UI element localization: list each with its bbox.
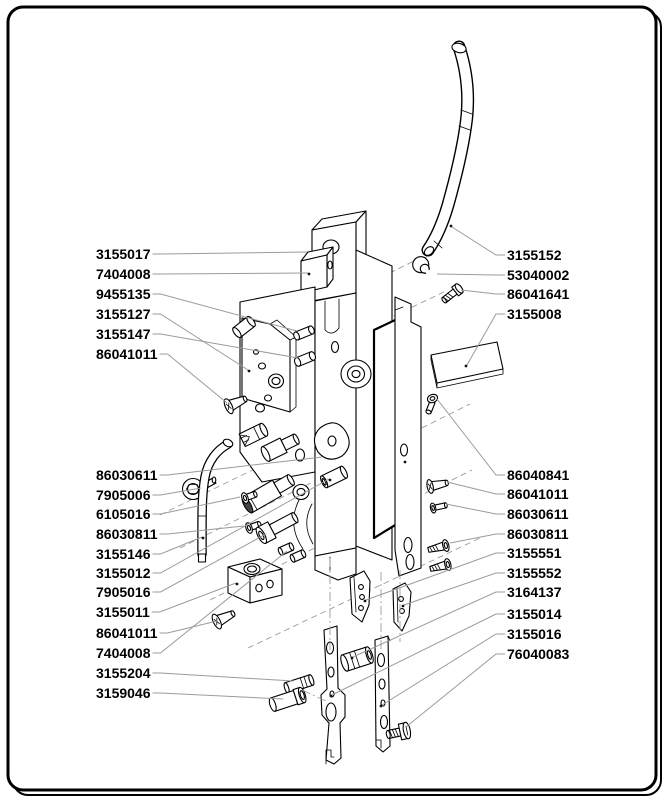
part-label-86041641: 86041641 bbox=[507, 286, 570, 302]
part-label-3159046: 3159046 bbox=[96, 685, 151, 701]
leader-dot bbox=[329, 479, 332, 482]
reference-dot bbox=[404, 461, 407, 464]
right-bracket-part bbox=[395, 297, 421, 576]
part-label-3155152: 3155152 bbox=[507, 247, 562, 263]
part-label-3155011: 3155011 bbox=[96, 604, 150, 620]
part-label-3155016: 3155016 bbox=[507, 626, 562, 642]
mount-block-part bbox=[228, 559, 282, 603]
part-label-7404008: 7404008 bbox=[96, 645, 151, 661]
part-label-3155012: 3155012 bbox=[96, 565, 151, 581]
part-label-76040083: 76040083 bbox=[507, 646, 570, 662]
leader-dot bbox=[308, 273, 311, 276]
leader-dot bbox=[248, 370, 251, 373]
part-label-3155008: 3155008 bbox=[507, 306, 562, 322]
part-label-6105016: 6105016 bbox=[96, 506, 151, 522]
leader-dot bbox=[380, 705, 383, 708]
part-label-3155017: 3155017 bbox=[96, 246, 151, 262]
leader-dot bbox=[202, 537, 205, 540]
part-label-86030811: 86030811 bbox=[96, 526, 158, 542]
part-label-3155014: 3155014 bbox=[507, 606, 562, 622]
part-label-3155146: 3155146 bbox=[96, 546, 151, 562]
part-label-86041011: 86041011 bbox=[96, 346, 158, 362]
part-label-86030611: 86030611 bbox=[96, 467, 158, 483]
leader-dot bbox=[450, 225, 453, 228]
part-label-86041011: 86041011 bbox=[507, 486, 569, 502]
leader-dot bbox=[402, 605, 405, 608]
leader-dot bbox=[364, 600, 367, 603]
part-label-86041011: 86041011 bbox=[96, 625, 158, 641]
part-label-3155147: 3155147 bbox=[96, 326, 151, 342]
part-label-86040841: 86040841 bbox=[507, 467, 570, 483]
part-label-3164137: 3164137 bbox=[507, 584, 562, 600]
part-label-7905006: 7905006 bbox=[96, 487, 151, 503]
part-label-9455135: 9455135 bbox=[96, 286, 151, 302]
part-label-3155127: 3155127 bbox=[96, 306, 151, 322]
leader-dot bbox=[330, 695, 333, 698]
part-label-3155204: 3155204 bbox=[96, 665, 151, 681]
leader-dot bbox=[236, 583, 239, 586]
part-label-86030811: 86030811 bbox=[507, 526, 569, 542]
part-label-3155552: 3155552 bbox=[507, 565, 562, 581]
part-label-53040002: 53040002 bbox=[507, 267, 570, 283]
leader-dot bbox=[465, 365, 468, 368]
part-label-7905016: 7905016 bbox=[96, 584, 151, 600]
part-label-7404008: 7404008 bbox=[96, 266, 151, 282]
leader-dot bbox=[351, 657, 354, 660]
part-label-3155551: 3155551 bbox=[507, 545, 562, 561]
part-label-86030611: 86030611 bbox=[507, 506, 569, 522]
